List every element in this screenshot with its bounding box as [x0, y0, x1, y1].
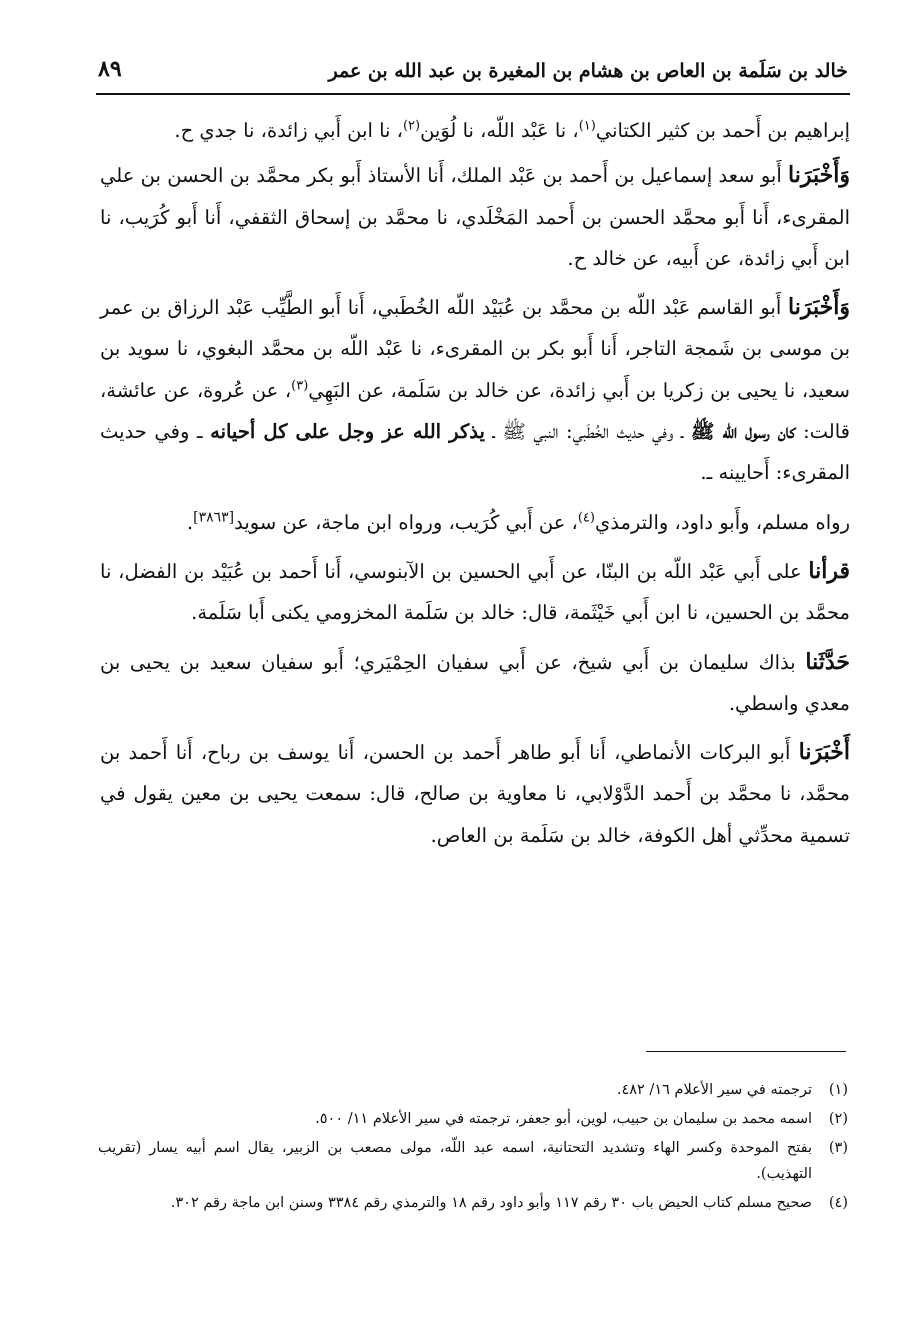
paragraph-4 — [100, 502, 850, 543]
running-title: خالد بن سَلَمة بن العاص بن هشام بن المغيرة بن عبد الله بن عمر — [328, 60, 848, 82]
footnote-number: (٣) — [828, 1140, 848, 1156]
text: . — [186, 510, 194, 534]
main-text — [100, 110, 850, 864]
chain-keyword: أَخْبَرَنا — [798, 739, 850, 766]
text: ، عن عُروة، عن عائشة، قالت: — [100, 378, 850, 444]
footnote-number: (٤) — [828, 1195, 848, 1211]
footnote-text: صحيح مسلم كتاب الحيض باب ٣٠ رقم ١١٧ وأبو داود رقم ١٨ والترمذي رقم ٣٣٨٤ وسنن ابن ماجة رقم ٣٠٢. — [170, 1195, 812, 1211]
manuscript-ref: [٣٨٦٣] — [193, 509, 235, 526]
footnote-number: (٢) — [828, 1111, 848, 1127]
chain-keyword: وَأَخْبَرَنا — [788, 162, 850, 189]
footnote-text: اسمه محمد بن سليمان بن حبيب، لوين، أبو جعفر، ترجمته في سير الأعلام ١١/ ٥٠٠. — [315, 1111, 812, 1127]
paragraph-7 — [100, 732, 850, 856]
footnote-ref: (٣) — [291, 378, 309, 394]
footnote-ref: (١) — [578, 118, 596, 134]
text: أَبو سعد إسماعيل بن أَحمد بن عَبْد الملك، أَنا الأستاذ أَبو بكر محمَّد بن الحسن بن علي المقرىء، أَنا أَبو محمَّد الحسن بن أَحمد المَخْلَدي، نا محمَّد بن إسحاق الثقفي، أَنا أَبو كُرَيب، نا ابن أَبي زائدة، عن أَبيه، عن خالد ح. — [100, 164, 850, 270]
footnote-rule — [646, 1051, 846, 1052]
footnote-ref: (٤) — [577, 510, 595, 526]
page-header — [98, 56, 848, 90]
text: ـ وفي حديث المقرىء: أَحايينه ـ. — [100, 420, 850, 485]
footnote — [98, 1135, 848, 1187]
paragraph-1 — [100, 110, 850, 151]
footnote — [98, 1077, 848, 1103]
text: أَبو البركات الأنماطي، أَنا أَبو طاهر أَحمد بن الحسن، أَنا يوسف بن رباح، أَنا أَحمد بن محمَّد، نا محمَّد بن أَحمد الدَّوْلابي، نا معاوية بن صالح، قال: سمعت يحيى بن معين يقول في تسمية محدِّثي أهل الكوفة، خالد بن سَلَمة بن العاص. — [100, 741, 850, 847]
footnote-text: بفتح الموحدة وكسر الهاء وتشديد التحتانية، اسمه عبد اللّه، مولى مصعب بن الزبير، يقال اسم أبيه يسار (تقريب التهذيب). — [98, 1140, 812, 1182]
text: ، عن أَبي كُرَيب، ورواه ابن ماجة، عن سويد — [234, 510, 578, 534]
footnote — [98, 1190, 848, 1216]
text: على أَبي عَبْد اللّه بن البنّا، عن أَبي الحسين بن الآبنوسي، أَنا أَحمد بن عُبَيْد بن الفضل، نا محمَّد بن الحسين، نا ابن أَبي خَيْثَمة، قال: خالد بن سَلَمة المخزومي يكنى أَبا سَلَمة. — [100, 559, 850, 625]
page-number: ٨٩ — [98, 56, 122, 82]
footnote-number: (١) — [828, 1082, 848, 1098]
text: ، نا عَبْد اللّه، نا لُوَين — [420, 119, 579, 142]
footnotes — [98, 1077, 848, 1219]
text: إبراهيم بن أَحمد بن كثير الكتاني — [595, 119, 850, 142]
text: ، نا ابن أَبي زائدة، نا جدي ح. — [174, 119, 403, 142]
chain-keyword: وَأَخْبَرَنا — [788, 294, 850, 321]
paragraph-5 — [100, 551, 850, 634]
text: ـ وفي حديث الخُطَبي: النبي ﷺ ـ — [484, 420, 691, 444]
paragraph-6 — [100, 642, 850, 725]
hadith-text: كان رسول الله ﷺ — [690, 420, 796, 444]
paragraph-2 — [100, 155, 850, 279]
text: رواه مسلم، وأَبو داود، والترمذي — [594, 510, 850, 534]
footnote-text: ترجمته في سير الأعلام ١٦/ ٤٨٢. — [616, 1082, 812, 1098]
footnote — [98, 1106, 848, 1132]
text: أَبو القاسم عَبْد اللّه بن محمَّد بن عُبَيْد اللّه الخُطَبي، أَنا أَبو الطَّيِّب عَبْد الرزاق بن عمر بن موسى بن شَمجة التاجر، أَنا أَبو بكر بن المقرىء، نا عَبْد اللّه بن محمَّد البغوي، نا سويد بن سعيد، نا يحيى بن زكريا بن أَبي زائدة، عن خالد بن سَلَمة، عن البَهِي — [100, 296, 850, 402]
header-rule — [96, 93, 850, 95]
footnote-ref: (٢) — [402, 118, 421, 134]
text: بذاك سليمان بن أَبي شيخ، عن أَبي سفيان الحِمْيَري؛ أَبو سفيان سعيد بن يحيى بن معدي واسطي. — [100, 650, 850, 715]
hadith-text: يذكر الله عز وجل على كل أحيانه — [210, 420, 485, 444]
paragraph-3 — [100, 287, 850, 493]
chain-keyword: قرأنا — [808, 557, 850, 584]
chain-keyword: حَدَّثَنا — [805, 648, 850, 675]
